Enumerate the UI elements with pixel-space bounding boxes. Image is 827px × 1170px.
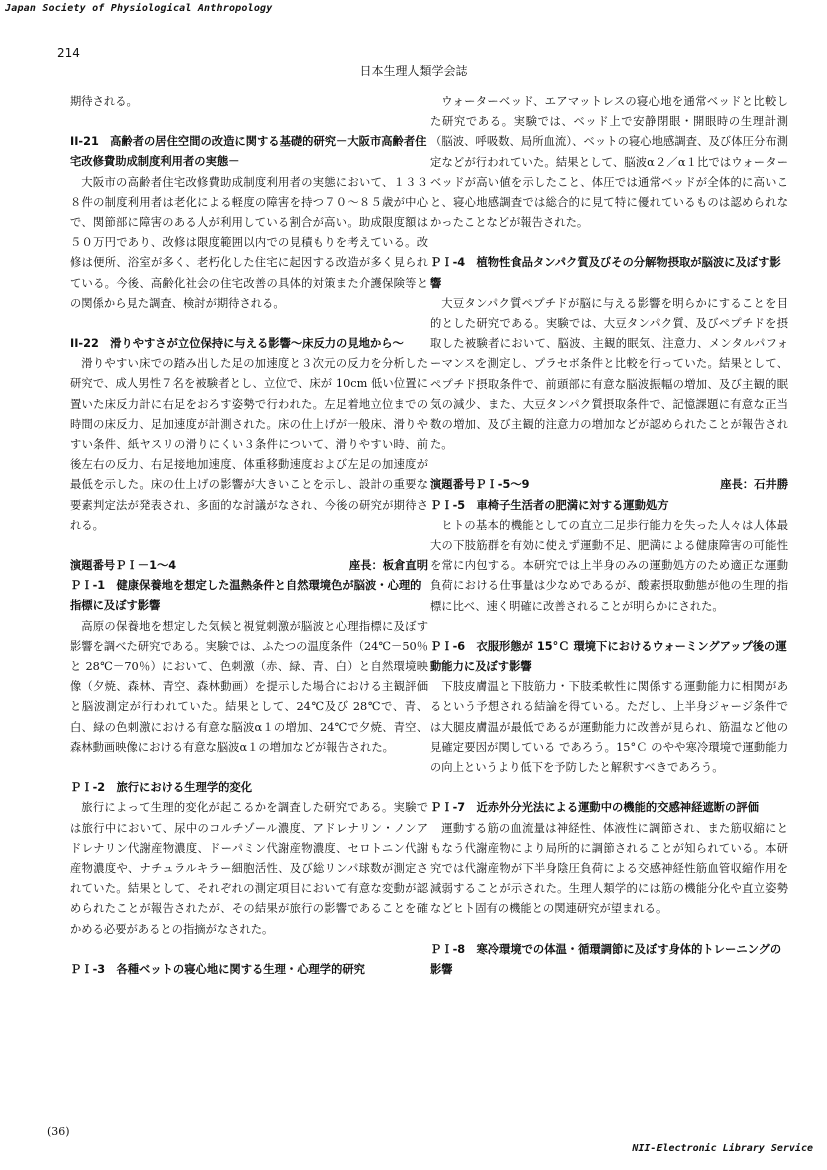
session-header bbox=[70, 556, 428, 576]
section-gap bbox=[70, 758, 428, 778]
section-gap bbox=[430, 455, 788, 475]
section-heading: ＰＩ-4 植物性食品タンパク質及びその分解物摂取が脳波に及ぼす影響 bbox=[430, 256, 781, 290]
journal-title: 日本生理人類学会誌 bbox=[359, 64, 468, 78]
body-paragraph: 旅行によって生理的変化が起こるかを調査した研究である。実験では旅行中において、尿中のコルチゾール濃度、アドレナリン・ノンアドレナリン代謝産物濃度、ドーパミン代謝産物濃度、セロトニン代謝産物濃度や、ナチュラルキラー細胞活性、及び総リンパ球数が測定されていた。結果として、それぞれの測定項目において有意な変動が認められたことが報告されたが、その結果が旅行の影響であることを確かめる必要があるとの指摘がなされた。 bbox=[70, 801, 428, 936]
section-gap bbox=[430, 617, 788, 637]
section-heading: ＰＩ-7 近赤外分光法による運動中の機能的交感神経遮断の評価 bbox=[430, 801, 759, 815]
session-number: 演題番号ＰＩ-5～9 bbox=[430, 478, 530, 492]
session-header bbox=[430, 475, 788, 495]
body-paragraph: 滑りやすい床での踏み出した足の加速度と３次元の反力を分析した研究で、成人男性７名を被験者とし、立位で、床が 10cm 低い位置に置いた床反力計に右足をおろす姿勢で行われた。左足着地立位までの時間の床反力、足加速度が計測された。床の仕上げが一般床、滑りやすい条件、紙ヤスリの滑りにくい３条件について、滑りやすい時、前後左右の反力、右足接地加速度、体重移動速度および左足の加速度が最低を示した。床の仕上げの影響が大きいことを示し、設計の重要な要素判定法が発表され、多面的な討議がなされ、今後の研究が期待される。 bbox=[70, 357, 428, 532]
section-gap bbox=[430, 778, 788, 798]
session-chair: 座長：石井勝 bbox=[720, 478, 788, 492]
left-column bbox=[70, 92, 428, 980]
section-heading: ＰＩ-2 旅行における生理学的変化 bbox=[70, 781, 253, 795]
session-chair: 座長：板倉直明 bbox=[348, 559, 428, 573]
page-number: 214 bbox=[57, 46, 80, 60]
body-paragraph: 高原の保養地を想定した気候と視覚刺激が脳波と心理指標に及ぼす影響を調べた研究である。実験では、ふたつの温度条件（24℃－50％と 28℃－70％）において、色刺激（赤、緑、青、白）と自然環境映像（夕焼、森林、青空、森林動画）を提示した場合における主観評価と脳波測定が行われていた。結果として、24℃及び 28℃で、青、白、緑の色刺激における有意な脳波α１の増加、24℃で夕焼、青空、森林動画映像における有意な脳波α１の増加などが報告された。 bbox=[70, 619, 428, 754]
section-heading: II-21 高齢者の居住空間の改造に関する基礎的研究－大阪市高齢者住宅改修費助成制度利用者の実態－ bbox=[70, 135, 427, 169]
source-footer: NII-Electronic Library Service bbox=[632, 1143, 813, 1154]
section-gap bbox=[70, 112, 428, 132]
section-heading: ＰＩ-8 寒冷環境での体温・循環調節に及ぼす身体的トレーニングの影響 bbox=[430, 942, 782, 976]
body-paragraph: 運動する筋の血流量は神経性、体液性に調節され、また筋収縮にともなう代謝産物により局所的に調節されることが知られている。本研究では代謝産物が下半身陰圧負荷による交感神経性筋血管収縮作用を減弱することが示された。生理人類学的には筋の機能分化や直立姿勢などヒト固有の機能との関連研究が望まれる。 bbox=[430, 821, 788, 916]
page-label: (36) bbox=[47, 1125, 70, 1138]
right-column bbox=[430, 92, 788, 980]
section-gap bbox=[70, 536, 428, 556]
section-gap bbox=[70, 940, 428, 960]
section-heading: ＰＩ-5 車椅子生活者の肥満に対する運動処方 bbox=[430, 498, 669, 512]
session-number: 演題番号ＰＩ－1～4 bbox=[70, 559, 177, 573]
body-paragraph: 下肢皮膚温と下肢筋力・下肢柔軟性に関係する運動能力に相関があるという予想される結論を得ている。ただし、上半身ジャージ条件では大腿皮膚温が最低であるが運動能力に改善が見られ、筋温など他の見確定要因が関している であろう。15°Ｃ のやや寒冷環境で運動能力の向上というより低下を予防したと解釈すべきであろう。 bbox=[430, 680, 788, 775]
body-paragraph: ヒトの基本的機能としての直立二足歩行能力を失った人々は人体最大の下肢筋群を有効に使えず運動不足、肥満による健康障害の可能性を常に内包する。本研究では上半身のみの運動処方のため適正な運動負荷における仕事量は少なめであるが、酸素摂取動態が他の生理的指標に比べ、速く明確に改善されることが明らかにされた。 bbox=[430, 518, 788, 613]
section-gap bbox=[70, 314, 428, 334]
body-paragraph: 大豆タンパク質ペプチドが脳に与える影響を明らかにすることを目的とした研究である。実験では、大豆タンパク質、及びペプチドを摂取した被験者において、脳波、主観的眠気、注意力、メンタルパフォーマンスを測定し、プラセボ条件と比較を行っていた。結果として、ペプチド摂取条件で、前頭部に有意な脳波振幅の増加、及び主観的眠気の減少、また、大豆タンパク質摂取条件で、記憶課題に有意な正当数の増加、及び主観的注意力の増加などが認められたことが報告された。 bbox=[430, 296, 788, 452]
body-paragraph: 大阪市の高齢者住宅改修費助成制度利用者の実態において、１３３８件の制度利用者は老化による軽度の障害を持つ７０～８５歳が中心で、関節部に障害のある人が利用している割合が高い。助成限度額は５０万円であり、改修は限度範囲以内での見積もりを考えている。改修は便所、浴室が多く、老朽化した住宅に起因する改造が多く見られている。今後、高齢化社会の住宅改善の具体的対策また介護保険等との関係から見た調査、検討が期待される。 bbox=[70, 175, 428, 310]
body-paragraph: ウォーターベッド、エアマットレスの寝心地を通常ベッドと比較した研究である。実験では、ベッド上で安静閉眼・開眼時の生理計測（脳波、呼吸数、局所血流）、ベットの寝心地感調査、及び体圧分布測定などが行われていた。結果として、脳波α２／α１比ではウォーターベッドが高い値を示したこと、体圧では通常ベッドが全体的に高いこと、寝心地感調査では総合的に見て特に優れているものは認められなかったことなどが報告された。 bbox=[430, 95, 788, 230]
section-heading: ＰＩ-3 各種ベットの寝心地に関する生理・心理学的研究 bbox=[70, 962, 365, 976]
body-paragraph: 期待される。 bbox=[70, 95, 138, 108]
section-heading: ＰＩ-1 健康保養地を想定した温熱条件と自然環境色が脳波・心理的指標に及ぼす影響 bbox=[70, 579, 422, 613]
section-gap bbox=[430, 920, 788, 940]
society-header: Japan Society of Physiological Anthropology bbox=[5, 3, 273, 14]
section-heading: ＰＩ-6 衣服形態が 15°Ｃ 環境下におけるウォーミングアップ後の運動能力に及ぼす影響 bbox=[430, 639, 787, 674]
section-heading: II-22 滑りやすさが立位保持に与える影響～床反力の見地から～ bbox=[70, 337, 404, 351]
section-gap bbox=[430, 233, 788, 253]
